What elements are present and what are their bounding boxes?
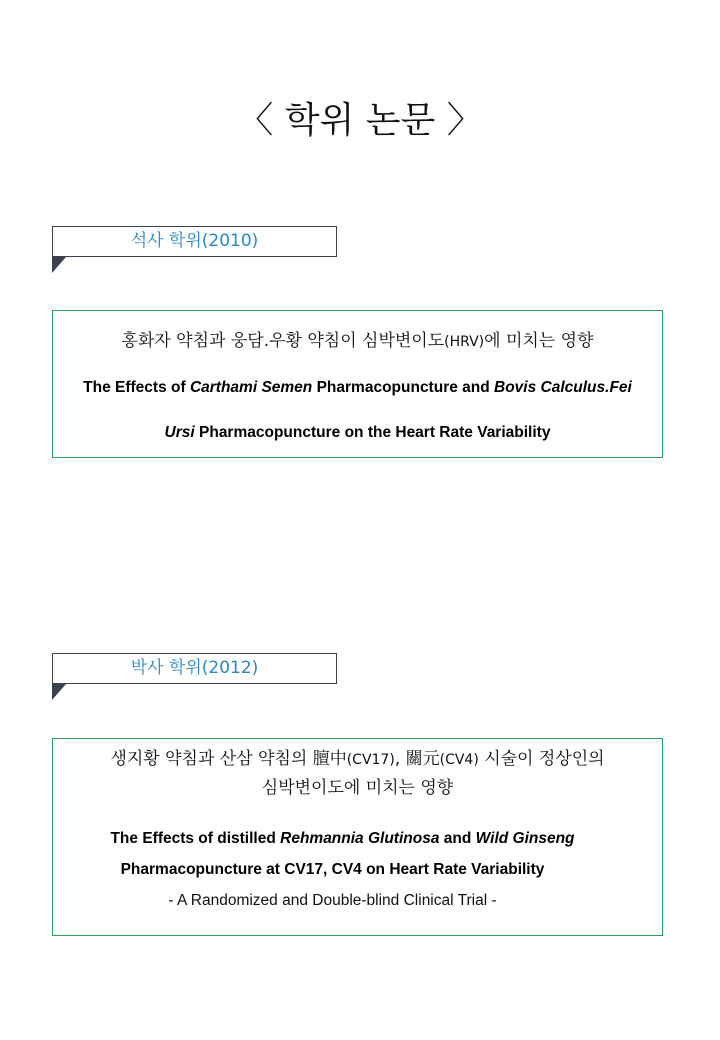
doctoral-kr-title-part: , 關元 (394, 749, 440, 769)
masters-english-title-line2 (53, 422, 662, 444)
masters-degree-label: 석사 학위(2010) (52, 226, 337, 257)
masters-en-italic: Ursi (164, 424, 195, 441)
doctoral-english-title-line2: Pharmacopuncture at CV17, CV4 on Heart Rate Variability (120, 861, 545, 878)
masters-label-tab (52, 257, 66, 273)
masters-kr-title-part: 홍화자 약침과 웅담.우황 약침이 심박변이도 (121, 331, 445, 351)
doctoral-degree-label: 박사 학위(2012) (52, 653, 337, 684)
doctoral-label-tab (52, 684, 66, 700)
doctoral-kr-acupoint: (CV4) (439, 752, 479, 768)
doctoral-en-italic: Wild Ginseng (475, 830, 575, 847)
masters-english-title-line1 (53, 377, 662, 399)
doctoral-kr-title-part: 생지황 약침과 산삼 약침의 膻中 (110, 749, 347, 769)
doctoral-en-text: and (439, 830, 476, 847)
page-title: 〈 학위 논문 〉 (237, 100, 483, 141)
doctoral-korean-title-line1 (53, 745, 662, 774)
masters-kr-title-part: 에 미치는 영향 (484, 331, 594, 351)
masters-en-text: Pharmacopuncture on the Heart Rate Variability (194, 424, 551, 441)
doctoral-english-title-line1 (53, 828, 662, 850)
masters-kr-title-hrv: (HRV) (444, 334, 485, 350)
masters-en-text: Pharmacopuncture and (312, 379, 495, 396)
doctoral-en-italic: Rehmannia Glutinosa (280, 830, 440, 847)
doctoral-thesis-box (52, 738, 663, 936)
doctoral-korean-title-line2: 심박변이도에 미치는 영향 (261, 778, 454, 798)
doctoral-kr-acupoint: (CV17) (346, 752, 395, 768)
doctoral-kr-title-part: 시술이 정상인의 (478, 749, 605, 769)
masters-en-italic: Bovis Calculus.Fei (494, 379, 632, 396)
doctoral-english-subtitle: - A Randomized and Double-blind Clinical Trial - (168, 892, 497, 909)
doctoral-en-text: The Effects of distilled (110, 830, 281, 847)
masters-en-text: The Effects of (83, 379, 190, 396)
masters-thesis-box (52, 310, 663, 458)
masters-en-italic: Carthami Semen (189, 379, 313, 396)
masters-korean-title (53, 327, 662, 356)
